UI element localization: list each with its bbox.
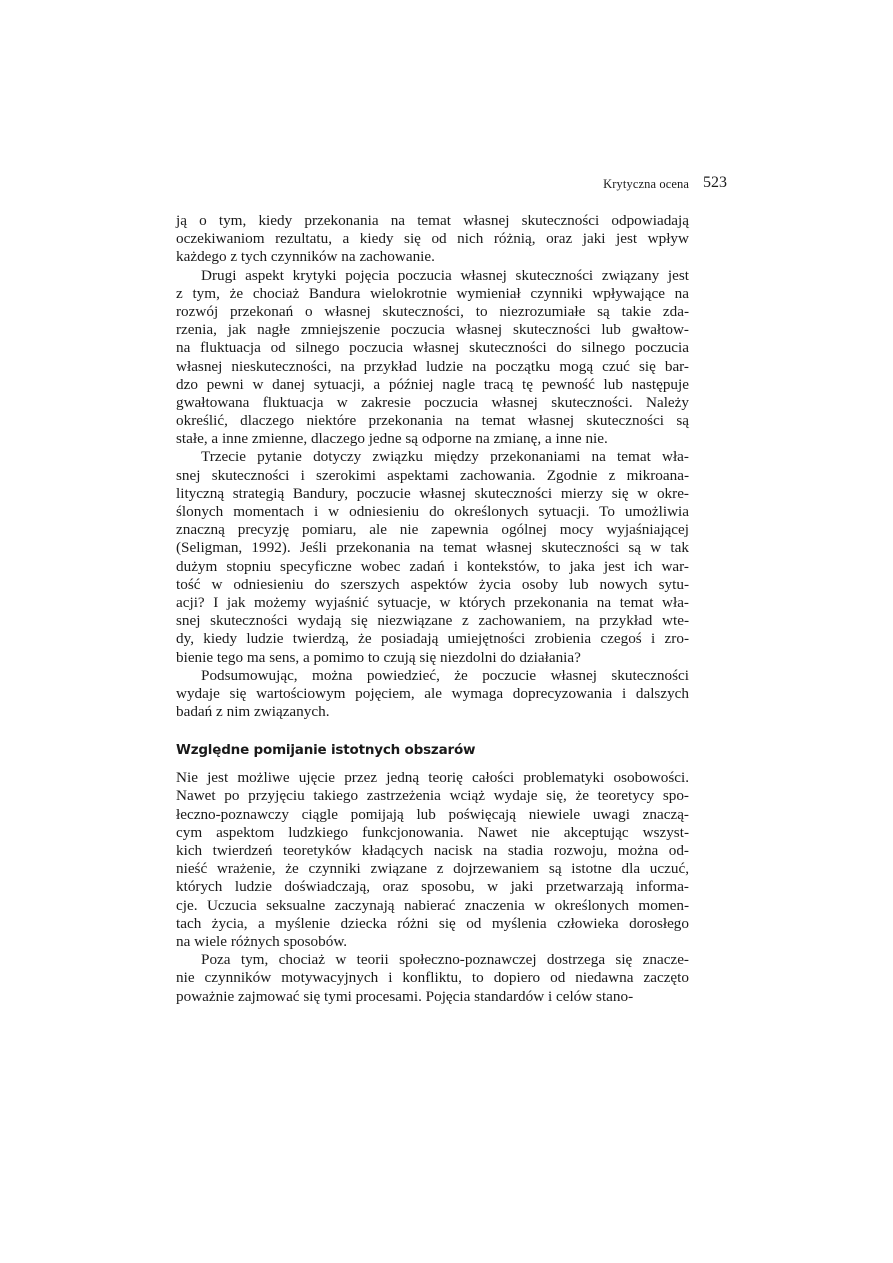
- text-line: rzenia, jak nagłe zmniejszenie poczucia własnej skuteczności lub gwałtow-: [176, 321, 689, 339]
- text-line: Podsumowując, można powiedzieć, że poczucie własnej skuteczności: [201, 666, 689, 684]
- paragraphs-before-heading: [176, 212, 689, 721]
- text-line: tach życia, a myślenie dziecka różni się od myślenia człowieka dorosłego: [176, 914, 689, 932]
- text-line: na wiele różnych sposobów.: [176, 932, 348, 950]
- text-line: Trzecie pytanie dotyczy związku między przekonaniami na temat wła-: [201, 448, 689, 466]
- text-line: cje. Uczucia seksualne zaczynają nabierać znaczenia w określonych momen-: [176, 896, 689, 914]
- text-line: acji? I jak możemy wyjaśnić sytuacje, w których przekonania na temat wła-: [176, 593, 689, 611]
- text-line: łeczno-poznawczy ciągle pomijają lub poświęcają niewiele uwagi znaczą-: [176, 805, 689, 823]
- text-line: każdego z tych czynników na zachowanie.: [176, 248, 435, 266]
- text-line: ją o tym, kiedy przekonania na temat własnej skuteczności odpowiadają: [176, 212, 689, 229]
- text-line: dzo pewni w danej sytuacji, a później nagle tracą tę pewność lub następuje: [176, 375, 689, 393]
- paragraph: [176, 267, 689, 449]
- text-line: na fluktuacja od silnego poczucia własnej skuteczności do silnego poczucia: [176, 339, 689, 357]
- text-line: własnej nieskuteczności, na przykład ludzie na początku mogą czuć się bar-: [176, 357, 689, 375]
- text-line: rozwój przekonań o własnej skuteczności, to niezrozumiałe są takie zda-: [176, 302, 689, 320]
- text-line: (Seligman, 1992). Jeśli przekonania na temat własnej skuteczności są w tak: [176, 539, 689, 557]
- running-header-title: Krytyczna ocena: [603, 177, 689, 191]
- text-line: bienie tego ma sens, a pomimo to czują się niezdolni do działania?: [176, 648, 581, 666]
- text-line: wydaje się wartościowym pojęciem, ale wymaga doprecyzowania i dalszych: [176, 684, 689, 702]
- text-line: cym aspektom ludzkiego funkcjonowania. Nawet nie akceptując wszyst-: [176, 823, 689, 841]
- text-line: Drugi aspekt krytyki pojęcia poczucia własnej skuteczności związany jest: [201, 266, 689, 284]
- section-heading: Względne pomijanie istotnych obszarów: [176, 742, 476, 759]
- page-number: 523: [703, 174, 727, 191]
- text-line: dużym stopniu specyficzne wobec zadań i kontekstów, to jaka jest ich war-: [176, 557, 689, 575]
- running-header: [176, 174, 727, 194]
- text-line: których ludzie doświadczają, oraz sposobu, w jaki przetwarzają informa-: [176, 878, 689, 896]
- text-line: znaczną precyzję pomiaru, ale nie zapewnia ogólnej mocy wyjaśniającej: [176, 521, 689, 539]
- text-line: poważnie zajmować się tymi procesami. Pojęcia standardów i celów stano-: [176, 987, 634, 1005]
- paragraph: [176, 951, 689, 1006]
- text-line: ślonych momentach i w odniesieniu do określonych sytuacji. To umożliwia: [176, 503, 689, 520]
- text-line: nieść wrażenie, że czynniki związane z dojrzewaniem są istotne dla uczuć,: [176, 860, 689, 878]
- paragraph: [176, 667, 689, 722]
- text-line: określić, dlaczego niektóre przekonania na temat własnej skuteczności są: [176, 412, 689, 430]
- text-line: lityczną strategią Bandury, poczucie własnej skuteczności mierzy się w okre-: [176, 484, 689, 502]
- body-text: [176, 212, 689, 1006]
- text-line: Poza tym, chociaż w teorii społeczno-poznawczej dostrzega się znacze-: [201, 951, 689, 969]
- text-line: kich twierdzeń teoretyków kładących nacisk na stadia rozwoju, można od-: [176, 842, 689, 859]
- text-line: z tym, że chociaż Bandura wielokrotnie wymieniał czynniki wpływające na: [176, 284, 689, 302]
- text-line: Nawet po przyjęciu takiego zastrzeżenia wciąż wydaje się, że teoretycy spo-: [176, 787, 689, 805]
- text-line: snej skuteczności i szerokimi aspektami zachowania. Zgodnie z mikroana-: [176, 466, 689, 484]
- text-line: gwałtowana fluktuacja w zakresie poczucia własnej skuteczności. Należy: [176, 393, 689, 411]
- paragraph: [176, 212, 689, 267]
- text-line: tość w odniesieniu do szerszych aspektów życia osoby lub nowych sytu-: [176, 575, 689, 593]
- text-line: oczekiwaniom rezultatu, a kiedy się od nich różnią, oraz jaki jest wpływ: [176, 230, 689, 248]
- text-line: nie czynników motywacyjnych i konfliktu, to dopiero od niedawna zaczęto: [176, 969, 689, 987]
- paragraph: [176, 769, 689, 951]
- text-line: Nie jest możliwe ujęcie przez jedną teorię całości problematyki osobowości.: [176, 769, 689, 787]
- paragraph: [176, 448, 689, 666]
- text-line: dy, kiedy ludzie twierdzą, że posiadają umiejętności zrobienia czegoś i zro-: [176, 630, 689, 648]
- text-line: snej skuteczności wydają się niezwiązane z zachowaniem, na przykład wte-: [176, 612, 689, 630]
- paragraphs-after-heading: [176, 769, 689, 1005]
- text-line: stałe, a inne zmienne, dlaczego jedne są odporne na zmianę, a inne nie.: [176, 430, 608, 448]
- text-line: badań z nim związanych.: [176, 703, 330, 721]
